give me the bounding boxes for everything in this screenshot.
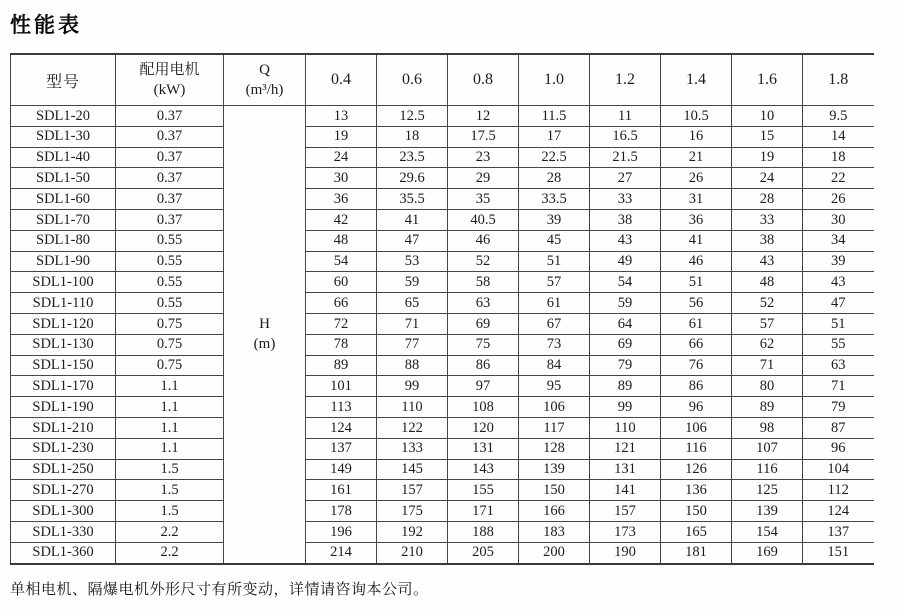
head-value-cell: 16 <box>661 126 732 147</box>
head-value-cell: 52 <box>448 251 519 272</box>
head-value-cell: 35 <box>448 189 519 210</box>
model-cell: SDL1-150 <box>11 355 116 376</box>
model-cell: SDL1-60 <box>11 189 116 210</box>
model-cell: SDL1-80 <box>11 230 116 251</box>
head-value-cell: 131 <box>448 438 519 459</box>
head-value-cell: 108 <box>448 397 519 418</box>
head-value-cell: 157 <box>590 501 661 522</box>
head-unit-span-cell <box>224 106 306 564</box>
table-row <box>11 501 874 522</box>
head-value-cell: 188 <box>448 521 519 542</box>
table-row <box>11 126 874 147</box>
head-value-cell: 178 <box>306 501 377 522</box>
head-value-cell: 33.5 <box>519 189 590 210</box>
head-value-cell: 15 <box>732 126 803 147</box>
table-row <box>11 230 874 251</box>
head-value-cell: 21.5 <box>590 147 661 168</box>
head-value-cell: 16.5 <box>590 126 661 147</box>
head-value-cell: 22 <box>803 168 874 189</box>
head-value-cell: 13 <box>306 106 377 127</box>
head-value-cell: 33 <box>732 209 803 230</box>
head-value-cell: 51 <box>661 272 732 293</box>
head-value-cell: 77 <box>377 334 448 355</box>
head-value-cell: 96 <box>661 397 732 418</box>
head-value-cell: 106 <box>519 397 590 418</box>
motor-power-cell: 0.75 <box>116 313 224 334</box>
motor-power-cell: 0.55 <box>116 293 224 314</box>
head-value-cell: 69 <box>448 313 519 334</box>
head-value-cell: 43 <box>803 272 874 293</box>
motor-power-cell: 1.1 <box>116 438 224 459</box>
head-value-cell: 47 <box>803 293 874 314</box>
head-value-cell: 57 <box>519 272 590 293</box>
head-value-cell: 60 <box>306 272 377 293</box>
head-value-cell: 143 <box>448 459 519 480</box>
head-value-cell: 196 <box>306 521 377 542</box>
head-value-cell: 139 <box>732 501 803 522</box>
head-value-cell: 40.5 <box>448 209 519 230</box>
col-header-flow-0.8: 0.8 <box>448 54 519 106</box>
head-value-cell: 59 <box>590 293 661 314</box>
col-header-q-symbol: Q <box>259 62 270 78</box>
col-header-flow-1.4: 1.4 <box>661 54 732 106</box>
head-value-cell: 78 <box>306 334 377 355</box>
motor-power-cell: 0.55 <box>116 251 224 272</box>
head-value-cell: 34 <box>803 230 874 251</box>
page-title: 性能表 <box>10 14 82 37</box>
model-cell: SDL1-100 <box>11 272 116 293</box>
head-value-cell: 39 <box>519 209 590 230</box>
head-value-cell: 10.5 <box>661 106 732 127</box>
motor-power-cell: 1.1 <box>116 376 224 397</box>
head-value-cell: 49 <box>590 251 661 272</box>
head-unit: (m) <box>253 336 276 353</box>
model-cell: SDL1-40 <box>11 147 116 168</box>
head-value-cell: 87 <box>803 417 874 438</box>
head-value-cell: 71 <box>377 313 448 334</box>
head-value-cell: 48 <box>306 230 377 251</box>
motor-power-cell: 0.55 <box>116 272 224 293</box>
table-row <box>11 417 874 438</box>
model-cell: SDL1-90 <box>11 251 116 272</box>
head-value-cell: 73 <box>519 334 590 355</box>
head-value-cell: 63 <box>803 355 874 376</box>
head-value-cell: 99 <box>590 397 661 418</box>
head-value-cell: 27 <box>590 168 661 189</box>
head-value-cell: 31 <box>661 189 732 210</box>
head-value-cell: 46 <box>661 251 732 272</box>
col-header-flow-1.8: 1.8 <box>803 54 874 106</box>
head-value-cell: 21 <box>661 147 732 168</box>
head-value-cell: 98 <box>732 417 803 438</box>
table-row <box>11 106 874 127</box>
motor-power-cell: 1.1 <box>116 397 224 418</box>
head-value-cell: 71 <box>803 376 874 397</box>
head-value-cell: 166 <box>519 501 590 522</box>
head-value-cell: 29 <box>448 168 519 189</box>
head-value-cell: 26 <box>803 189 874 210</box>
performance-table <box>10 53 874 565</box>
head-value-cell: 154 <box>732 521 803 542</box>
head-value-cell: 173 <box>590 521 661 542</box>
head-value-cell: 89 <box>590 376 661 397</box>
head-value-cell: 9.5 <box>803 106 874 127</box>
head-value-cell: 161 <box>306 480 377 501</box>
head-value-cell: 84 <box>519 355 590 376</box>
head-value-cell: 124 <box>803 501 874 522</box>
model-cell: SDL1-360 <box>11 542 116 563</box>
head-value-cell: 38 <box>590 209 661 230</box>
head-value-cell: 17 <box>519 126 590 147</box>
motor-power-cell: 0.37 <box>116 189 224 210</box>
head-value-cell: 11.5 <box>519 106 590 127</box>
head-value-cell: 149 <box>306 459 377 480</box>
head-value-cell: 17.5 <box>448 126 519 147</box>
head-value-cell: 36 <box>306 189 377 210</box>
model-cell: SDL1-50 <box>11 168 116 189</box>
head-value-cell: 136 <box>661 480 732 501</box>
col-header-flow-0.6: 0.6 <box>377 54 448 106</box>
head-value-cell: 150 <box>661 501 732 522</box>
head-value-cell: 26 <box>661 168 732 189</box>
head-value-cell: 120 <box>448 417 519 438</box>
motor-power-cell: 2.2 <box>116 521 224 542</box>
head-value-cell: 22.5 <box>519 147 590 168</box>
head-value-cell: 29.6 <box>377 168 448 189</box>
head-value-cell: 54 <box>590 272 661 293</box>
head-value-cell: 116 <box>661 438 732 459</box>
head-value-cell: 65 <box>377 293 448 314</box>
col-header-flow-1.0: 1.0 <box>519 54 590 106</box>
head-value-cell: 113 <box>306 397 377 418</box>
head-value-cell: 101 <box>306 376 377 397</box>
head-value-cell: 53 <box>377 251 448 272</box>
col-header-flow-1.6: 1.6 <box>732 54 803 106</box>
head-value-cell: 95 <box>519 376 590 397</box>
head-value-cell: 110 <box>377 397 448 418</box>
head-value-cell: 200 <box>519 542 590 563</box>
head-value-cell: 33 <box>590 189 661 210</box>
head-value-cell: 66 <box>306 293 377 314</box>
table-row <box>11 376 874 397</box>
table-row <box>11 313 874 334</box>
head-value-cell: 210 <box>377 542 448 563</box>
head-value-cell: 104 <box>803 459 874 480</box>
model-cell: SDL1-170 <box>11 376 116 397</box>
head-value-cell: 72 <box>306 313 377 334</box>
head-value-cell: 67 <box>519 313 590 334</box>
head-value-cell: 175 <box>377 501 448 522</box>
col-header-flow-0.4: 0.4 <box>306 54 377 106</box>
motor-power-cell: 0.75 <box>116 334 224 355</box>
table-row <box>11 334 874 355</box>
head-value-cell: 79 <box>803 397 874 418</box>
head-value-cell: 39 <box>803 251 874 272</box>
head-value-cell: 30 <box>803 209 874 230</box>
model-cell: SDL1-30 <box>11 126 116 147</box>
motor-power-cell: 1.5 <box>116 501 224 522</box>
head-value-cell: 48 <box>732 272 803 293</box>
motor-power-cell: 0.37 <box>116 126 224 147</box>
col-header-flow-1.2: 1.2 <box>590 54 661 106</box>
model-cell: SDL1-130 <box>11 334 116 355</box>
head-value-cell: 126 <box>661 459 732 480</box>
table-row <box>11 355 874 376</box>
head-symbol: H <box>259 316 270 333</box>
head-value-cell: 54 <box>306 251 377 272</box>
model-cell: SDL1-270 <box>11 480 116 501</box>
head-value-cell: 23 <box>448 147 519 168</box>
head-value-cell: 23.5 <box>377 147 448 168</box>
motor-power-cell: 1.5 <box>116 459 224 480</box>
table-row <box>11 397 874 418</box>
table-row <box>11 189 874 210</box>
head-value-cell: 107 <box>732 438 803 459</box>
head-value-cell: 131 <box>590 459 661 480</box>
model-cell: SDL1-250 <box>11 459 116 480</box>
head-value-cell: 157 <box>377 480 448 501</box>
head-value-cell: 58 <box>448 272 519 293</box>
head-value-cell: 117 <box>519 417 590 438</box>
head-value-cell: 165 <box>661 521 732 542</box>
head-value-cell: 30 <box>306 168 377 189</box>
head-value-cell: 36 <box>661 209 732 230</box>
head-value-cell: 64 <box>590 313 661 334</box>
head-value-cell: 57 <box>732 313 803 334</box>
col-header-motor <box>116 54 224 106</box>
head-value-cell: 42 <box>306 209 377 230</box>
head-value-cell: 124 <box>306 417 377 438</box>
model-cell: SDL1-230 <box>11 438 116 459</box>
head-value-cell: 139 <box>519 459 590 480</box>
table-row <box>11 209 874 230</box>
table-row <box>11 147 874 168</box>
head-value-cell: 133 <box>377 438 448 459</box>
table-row <box>11 521 874 542</box>
head-value-cell: 71 <box>732 355 803 376</box>
head-value-cell: 80 <box>732 376 803 397</box>
head-value-cell: 141 <box>590 480 661 501</box>
head-value-cell: 18 <box>803 147 874 168</box>
head-value-cell: 62 <box>732 334 803 355</box>
head-value-cell: 66 <box>661 334 732 355</box>
col-header-model: 型号 <box>11 54 116 106</box>
head-value-cell: 86 <box>661 376 732 397</box>
head-value-cell: 59 <box>377 272 448 293</box>
head-value-cell: 155 <box>448 480 519 501</box>
motor-power-cell: 0.75 <box>116 355 224 376</box>
head-value-cell: 128 <box>519 438 590 459</box>
model-cell: SDL1-330 <box>11 521 116 542</box>
model-cell: SDL1-210 <box>11 417 116 438</box>
table-row <box>11 272 874 293</box>
motor-power-cell: 0.37 <box>116 168 224 189</box>
head-value-cell: 171 <box>448 501 519 522</box>
head-value-cell: 214 <box>306 542 377 563</box>
head-value-cell: 63 <box>448 293 519 314</box>
head-value-cell: 190 <box>590 542 661 563</box>
table-row <box>11 480 874 501</box>
head-value-cell: 47 <box>377 230 448 251</box>
model-cell: SDL1-20 <box>11 106 116 127</box>
head-value-cell: 88 <box>377 355 448 376</box>
motor-power-cell: 0.37 <box>116 209 224 230</box>
head-value-cell: 51 <box>519 251 590 272</box>
head-value-cell: 24 <box>306 147 377 168</box>
motor-power-cell: 0.55 <box>116 230 224 251</box>
head-value-cell: 11 <box>590 106 661 127</box>
head-value-cell: 75 <box>448 334 519 355</box>
head-value-cell: 55 <box>803 334 874 355</box>
head-value-cell: 89 <box>306 355 377 376</box>
head-value-cell: 116 <box>732 459 803 480</box>
footnote-text: 单相电机、隔爆电机外形尺寸有所变动，详情请咨询本公司。 <box>10 581 429 598</box>
head-value-cell: 169 <box>732 542 803 563</box>
table-header-row <box>11 54 874 106</box>
model-cell: SDL1-120 <box>11 313 116 334</box>
motor-power-cell: 1.1 <box>116 417 224 438</box>
head-value-cell: 145 <box>377 459 448 480</box>
motor-power-cell: 2.2 <box>116 542 224 563</box>
table-row <box>11 438 874 459</box>
head-value-cell: 10 <box>732 106 803 127</box>
head-value-cell: 112 <box>803 480 874 501</box>
head-value-cell: 61 <box>661 313 732 334</box>
head-value-cell: 122 <box>377 417 448 438</box>
head-value-cell: 121 <box>590 438 661 459</box>
col-header-motor-label: 配用电机 <box>139 62 200 78</box>
head-value-cell: 18 <box>377 126 448 147</box>
head-value-cell: 76 <box>661 355 732 376</box>
head-value-cell: 61 <box>519 293 590 314</box>
head-value-cell: 43 <box>732 251 803 272</box>
table-row <box>11 168 874 189</box>
head-value-cell: 45 <box>519 230 590 251</box>
head-value-cell: 192 <box>377 521 448 542</box>
head-value-cell: 150 <box>519 480 590 501</box>
head-value-cell: 86 <box>448 355 519 376</box>
col-header-flow-q <box>224 54 306 106</box>
head-value-cell: 19 <box>732 147 803 168</box>
head-value-cell: 110 <box>590 417 661 438</box>
col-header-motor-unit: (kW) <box>153 82 186 98</box>
head-value-cell: 205 <box>448 542 519 563</box>
head-value-cell: 89 <box>732 397 803 418</box>
head-value-cell: 125 <box>732 480 803 501</box>
model-cell: SDL1-110 <box>11 293 116 314</box>
head-value-cell: 137 <box>306 438 377 459</box>
head-value-cell: 41 <box>377 209 448 230</box>
head-value-cell: 38 <box>732 230 803 251</box>
motor-power-cell: 0.37 <box>116 106 224 127</box>
head-value-cell: 41 <box>661 230 732 251</box>
head-value-cell: 183 <box>519 521 590 542</box>
head-value-cell: 12 <box>448 106 519 127</box>
head-value-cell: 151 <box>803 542 874 563</box>
motor-power-cell: 1.5 <box>116 480 224 501</box>
head-value-cell: 28 <box>732 189 803 210</box>
head-value-cell: 52 <box>732 293 803 314</box>
head-value-cell: 12.5 <box>377 106 448 127</box>
head-value-cell: 51 <box>803 313 874 334</box>
head-value-cell: 46 <box>448 230 519 251</box>
model-cell: SDL1-190 <box>11 397 116 418</box>
head-value-cell: 106 <box>661 417 732 438</box>
model-cell: SDL1-70 <box>11 209 116 230</box>
head-value-cell: 181 <box>661 542 732 563</box>
head-value-cell: 97 <box>448 376 519 397</box>
head-value-cell: 28 <box>519 168 590 189</box>
head-value-cell: 99 <box>377 376 448 397</box>
table-row <box>11 542 874 563</box>
head-value-cell: 19 <box>306 126 377 147</box>
table-row <box>11 293 874 314</box>
table-row <box>11 251 874 272</box>
motor-power-cell: 0.37 <box>116 147 224 168</box>
head-value-cell: 69 <box>590 334 661 355</box>
head-value-cell: 35.5 <box>377 189 448 210</box>
head-value-cell: 137 <box>803 521 874 542</box>
head-value-cell: 43 <box>590 230 661 251</box>
head-value-cell: 56 <box>661 293 732 314</box>
model-cell: SDL1-300 <box>11 501 116 522</box>
table-row <box>11 459 874 480</box>
col-header-q-unit: (m³/h) <box>245 82 284 98</box>
head-value-cell: 96 <box>803 438 874 459</box>
head-value-cell: 79 <box>590 355 661 376</box>
head-value-cell: 24 <box>732 168 803 189</box>
head-value-cell: 14 <box>803 126 874 147</box>
